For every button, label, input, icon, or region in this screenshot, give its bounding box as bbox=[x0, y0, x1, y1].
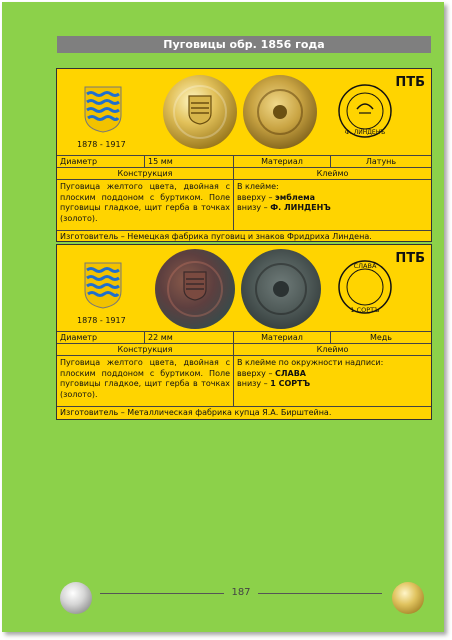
construction-text: Пуговица желтого цвета, двойная с плоским поддоном с буртиком. Поле пуговицы гладкое, щит герба в точках (золото). bbox=[57, 180, 234, 230]
page-title: Пуговицы обр. 1856 года bbox=[57, 36, 431, 53]
shield-icon bbox=[188, 95, 212, 125]
stamp-description bbox=[234, 180, 431, 230]
diameter-label: Диаметр bbox=[57, 332, 145, 343]
coat-of-arms-icon bbox=[83, 261, 123, 309]
images-row bbox=[57, 245, 431, 332]
specs-row bbox=[57, 332, 431, 344]
stamp-icon bbox=[337, 259, 393, 315]
stamp-line-1: В клейме: bbox=[237, 182, 279, 191]
stamp-text: Ф. ЛИНДЕНЪ bbox=[344, 129, 386, 136]
stamp-text-top: СЛАВА bbox=[353, 262, 377, 270]
stamp-header: Клеймо bbox=[316, 169, 349, 178]
maker-mark: ПТБ bbox=[395, 75, 425, 90]
stamp-header: Клеймо bbox=[316, 345, 349, 354]
description-row bbox=[57, 356, 431, 407]
material-value: Медь bbox=[369, 333, 393, 342]
button-card-1 bbox=[56, 68, 432, 242]
shield-icon bbox=[183, 271, 207, 301]
footer-line-right bbox=[258, 593, 382, 594]
maker-mark: ПТБ bbox=[395, 251, 425, 266]
button-front-image bbox=[155, 249, 235, 329]
button-front-image bbox=[163, 75, 237, 149]
manufacturer-text: Изготовитель – Немецкая фабрика пуговиц и знаков Фридриха Линдена. bbox=[60, 232, 372, 241]
monogram-medal-icon bbox=[392, 582, 424, 614]
diameter-value: 22 мм bbox=[145, 332, 234, 343]
construction-header: Конструкция bbox=[57, 344, 234, 355]
headers-row bbox=[57, 168, 431, 180]
button-back-image bbox=[241, 249, 321, 329]
stamp-icon bbox=[337, 83, 393, 139]
years-label: 1878 - 1917 bbox=[77, 140, 126, 149]
specs-row bbox=[57, 156, 431, 168]
page-number: 187 bbox=[231, 587, 251, 598]
years-label: 1878 - 1917 bbox=[77, 316, 126, 325]
button-back-image bbox=[243, 75, 317, 149]
description-row bbox=[57, 180, 431, 231]
stamp-text-bottom: 1 СОРТЪ bbox=[350, 306, 380, 314]
coat-of-arms-icon bbox=[83, 85, 123, 133]
stamp-line-2: вверху – эмблема bbox=[237, 192, 316, 202]
diameter-value: 15 мм bbox=[145, 156, 234, 167]
material-label: Материал bbox=[234, 156, 331, 167]
stamp-line-3: внизу – 1 СОРТЪ bbox=[237, 379, 311, 388]
material-label: Материал bbox=[234, 332, 331, 343]
eagle-medal-icon bbox=[60, 582, 92, 614]
stamp-line-3: внизу – Ф. ЛИНДЕНЪ bbox=[237, 203, 331, 212]
construction-header: Конструкция bbox=[57, 168, 234, 179]
footer-line-left bbox=[100, 593, 224, 594]
button-card-2 bbox=[56, 244, 432, 420]
stamp-line-1: В клейме по окружности надписи: bbox=[237, 358, 384, 367]
construction-text: Пуговица желтого цвета, двойная с плоским поддоном с буртиком. Поле пуговицы гладкое, щит герба в точках (золото). bbox=[57, 356, 234, 406]
material-value: Латунь bbox=[365, 157, 397, 166]
diameter-label: Диаметр bbox=[57, 156, 145, 167]
manufacturer-text: Изготовитель – Металлическая фабрика купца Я.А. Бирштейна. bbox=[60, 408, 332, 417]
stamp-line-2: вверху – СЛАВА bbox=[237, 368, 306, 378]
headers-row bbox=[57, 344, 431, 356]
images-row bbox=[57, 69, 431, 156]
stamp-description bbox=[234, 356, 431, 406]
